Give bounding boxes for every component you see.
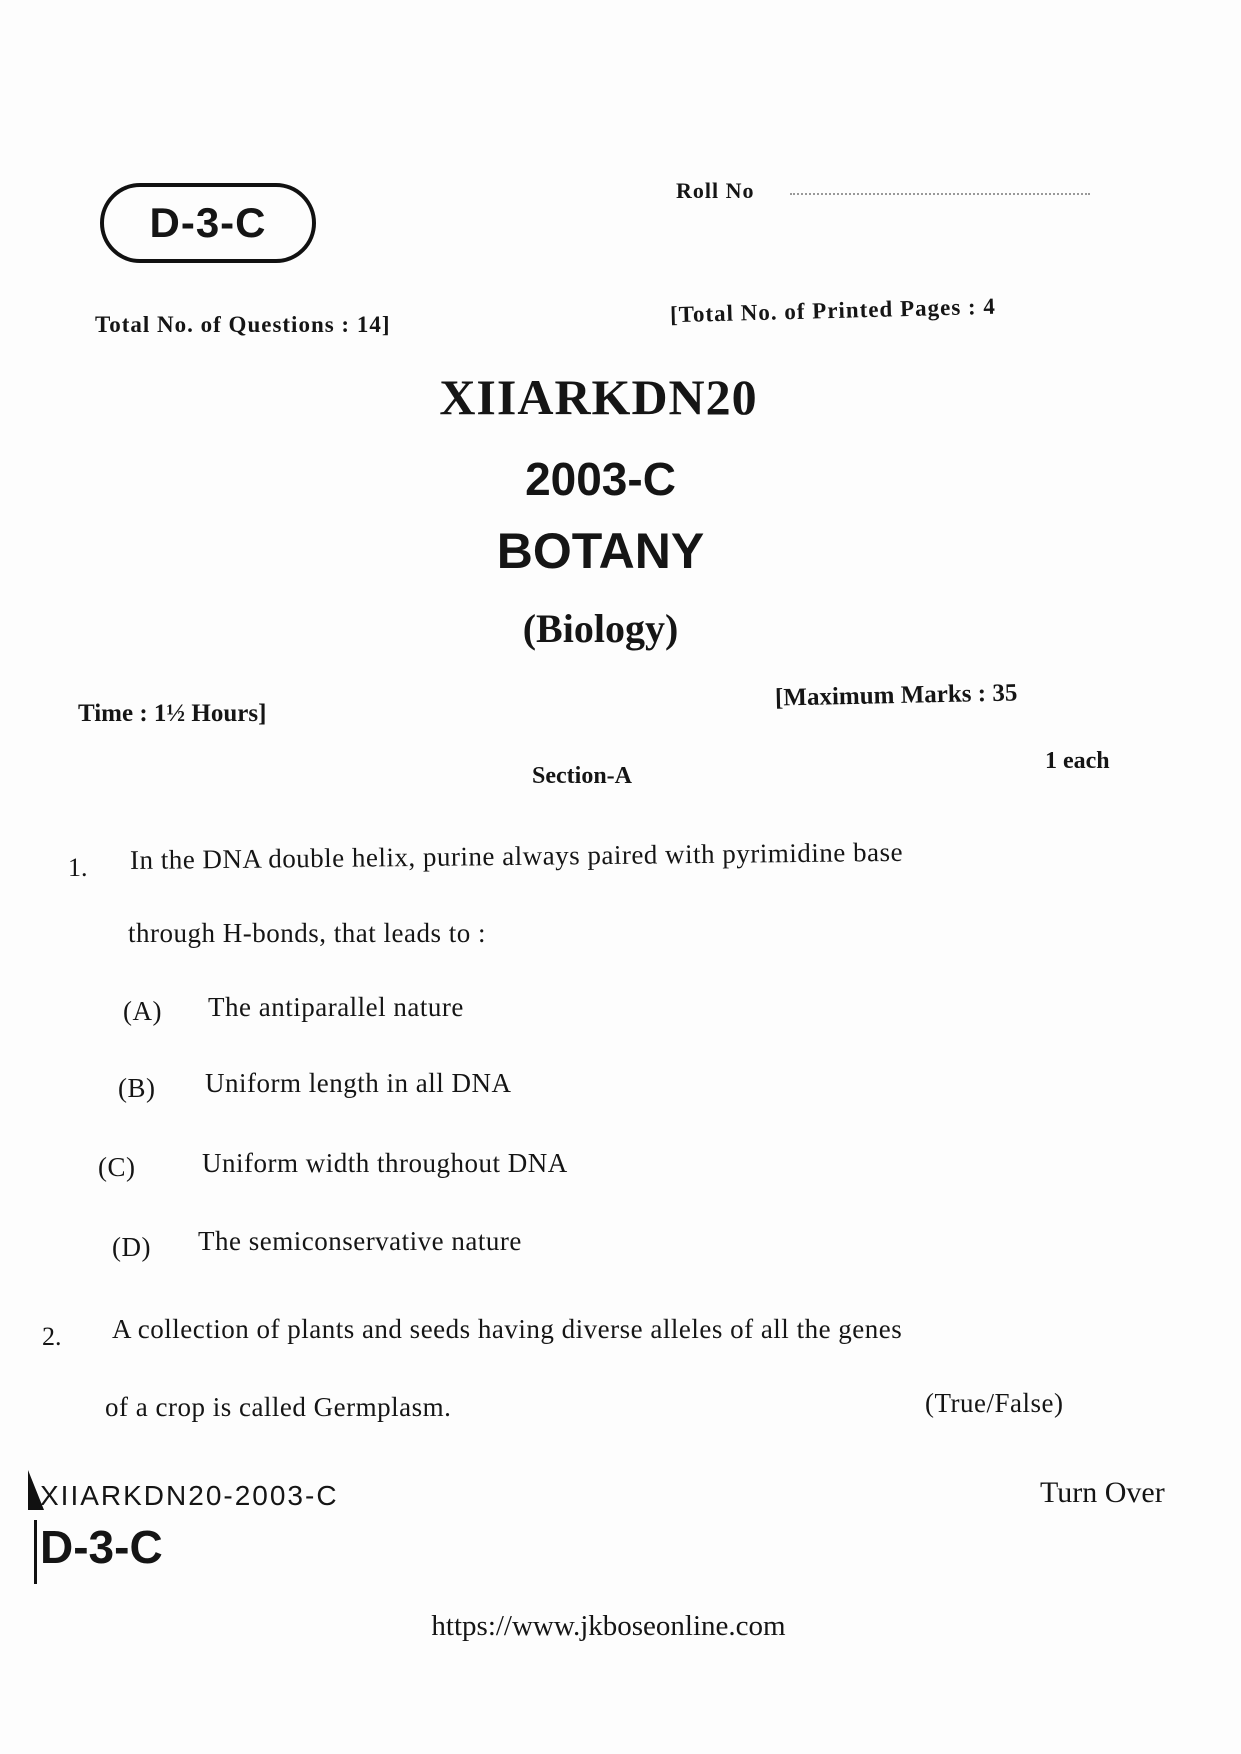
footer-code-badge: D-3-C bbox=[40, 1521, 163, 1573]
answer-type: (True/False) bbox=[925, 1388, 1064, 1418]
option-text: Uniform width throughout DNA bbox=[202, 1148, 568, 1178]
marks-each: 1 each bbox=[1045, 748, 1110, 774]
option-text: The antiparallel nature bbox=[208, 992, 464, 1022]
code-badge bbox=[100, 183, 316, 263]
maximum-marks: [Maximum Marks : 35 bbox=[774, 679, 1018, 712]
turn-over-note: Turn Over bbox=[1040, 1476, 1165, 1509]
question-text: through H-bonds, that leads to : bbox=[128, 918, 486, 948]
footer-badge-border bbox=[34, 1520, 37, 1584]
sub-subject-title: (Biology) bbox=[522, 606, 679, 651]
time-allowed: Time : 1½ Hours] bbox=[78, 700, 267, 727]
question-number: 2. bbox=[42, 1322, 62, 1351]
option-label: (B) bbox=[118, 1073, 156, 1103]
paper-code: XIIARKDN20 bbox=[439, 369, 758, 425]
footer-paper-code: XIIARKDN20-2003-C bbox=[40, 1480, 339, 1511]
source-url[interactable]: https://www.jkboseonline.com bbox=[431, 1610, 786, 1642]
option-text: Uniform length in all DNA bbox=[205, 1068, 512, 1098]
option-label: (C) bbox=[98, 1152, 136, 1182]
paper-year-code: 2003-C bbox=[525, 453, 676, 505]
option-label: (A) bbox=[123, 996, 162, 1026]
question-text: of a crop is called Germplasm. bbox=[105, 1392, 452, 1422]
option-label: (D) bbox=[112, 1232, 151, 1262]
total-printed-pages: [Total No. of Printed Pages : 4 bbox=[669, 293, 997, 328]
code-badge-text: D-3-C bbox=[149, 199, 267, 246]
question-text: In the DNA double helix, purine always paired with pyrimidine base bbox=[129, 836, 904, 875]
roll-no-label: Roll No bbox=[676, 178, 755, 203]
question-number: 1. bbox=[68, 853, 88, 882]
section-heading: Section-A bbox=[532, 763, 632, 789]
total-questions: Total No. of Questions : 14] bbox=[95, 312, 391, 337]
option-text: The semiconservative nature bbox=[198, 1226, 522, 1256]
roll-no-field bbox=[790, 193, 1090, 195]
subject-title: BOTANY bbox=[496, 523, 705, 579]
question-text: A collection of plants and seeds having diverse alleles of all the genes bbox=[112, 1314, 903, 1344]
